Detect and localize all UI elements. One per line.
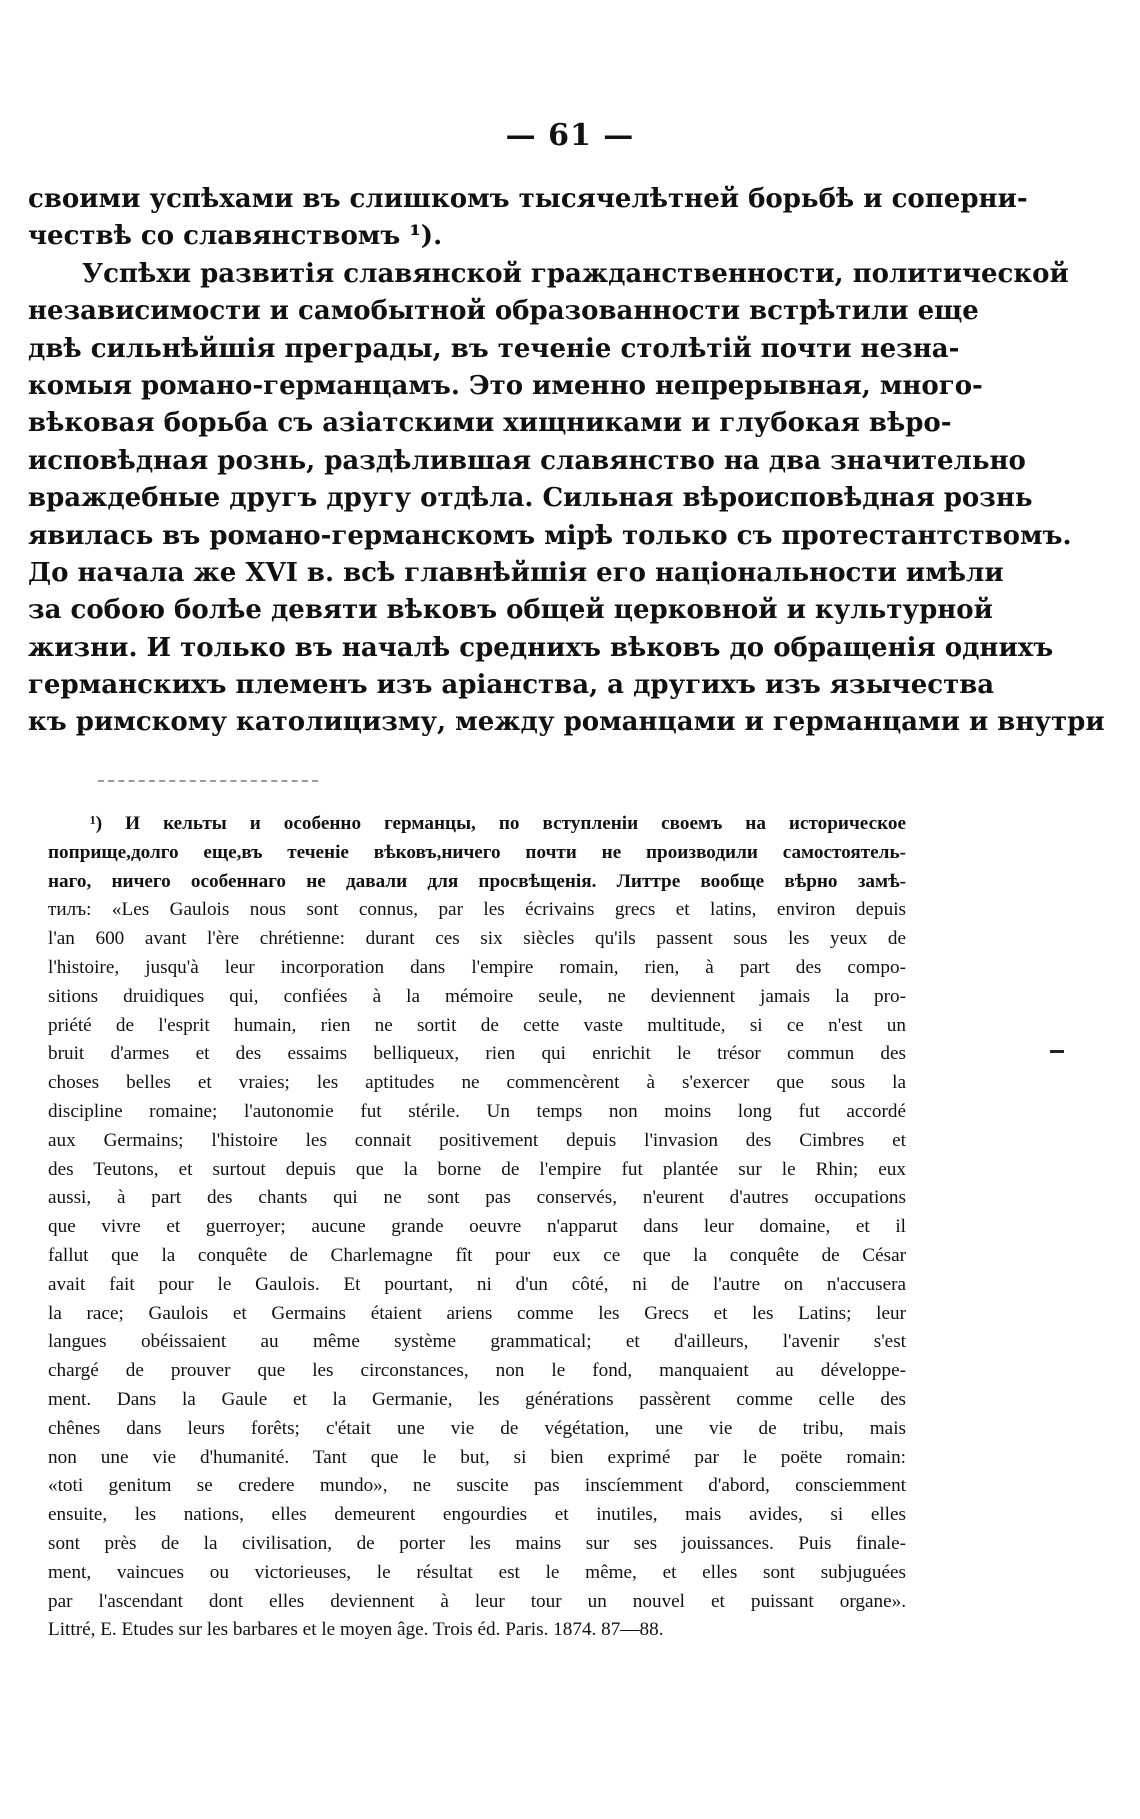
body-line: своими успѣхами въ слишкомъ тысячелѣтней борьбѣ и соперни-: [28, 184, 1028, 214]
body-line: Успѣхи развитія славянской гражданственности, политической: [82, 258, 1069, 289]
body-line: къ римскому католицизму, между романцами и германцами и внутри: [28, 707, 1105, 738]
body-line: двѣ сильнѣйшія преграды, въ теченіе столѣтій почти незна-: [28, 333, 960, 364]
footnote-line: par l'ascendant dont elles deviennent à leur tour un nouvel et puissant organe».: [48, 1590, 906, 1612]
footnote-line: non une vie d'humanité. Tant que le but, si bien exprimé par le poëte romain:: [48, 1446, 906, 1468]
body-line: До начала же XVI в. всѣ главнѣйшія его національности имѣли: [28, 557, 1004, 588]
body-line: враждебные другъ другу отдѣла. Сильная вѣроисповѣдная рознь: [28, 483, 1033, 514]
footnote: [48, 810, 906, 1645]
footnote-line: sont près de la civilisation, de porter les mains sur ses jouissances. Puis finale-: [48, 1532, 906, 1554]
footnote-line: Littré, E. Etudes sur les barbares et le moyen âge. Trois éd. Paris. 1874. 87—88.: [48, 1619, 664, 1641]
footnote-line: choses belles et vraies; les aptitudes ne commencèrent à s'exercer que sous la: [48, 1072, 906, 1094]
footnote-line: la race; Gaulois et Germains étaient ariens comme les Grecs et les Latins; leur: [48, 1302, 906, 1324]
body-line: исповѣдная рознь, раздѣлившая славянство на два значительно: [28, 445, 1026, 476]
body-line: жизни. И только въ началѣ среднихъ вѣковъ до обращенія однихъ: [28, 632, 1054, 663]
footnote-line: ment. Dans la Gaule et la Germanie, les générations passèrent comme celle des: [48, 1388, 906, 1410]
footnote-line: langues obéissaient au même système grammatical; et d'ailleurs, l'avenir s'est: [48, 1331, 906, 1353]
footnote-line: тилъ: «Les Gaulois nous sont connus, par les écrivains grecs et latins, environ depuis: [48, 899, 906, 921]
footnote-line: chênes dans leurs forêts; c'était une vie de végétation, une vie de tribu, mais: [48, 1417, 906, 1439]
footnote-line: que vivre et guerroyer; aucune grande oeuvre n'apparut dans leur domaine, et il: [48, 1216, 906, 1238]
footnote-line: des Teutons, et surtout depuis que la borne de l'empire fut plantée sur le Rhin; eux: [48, 1158, 906, 1180]
footnote-line: fallut que la conquête de Charlemagne fît pour eux ce que la conquête de César: [48, 1244, 906, 1266]
footnote-line: priété de l'esprit humain, rien ne sortit de cette vaste multitude, si ce n'est un: [48, 1014, 906, 1036]
footnote-line: поприще,долго еще,въ теченіе вѣковъ,ничего почти не производили самостоятель-: [48, 841, 906, 863]
footnote-line: aux Germains; l'histoire les connait positivement depuis l'invasion des Cimbres et: [48, 1129, 906, 1151]
body-line: независимости и самобытной образованности встрѣтили еще: [28, 296, 979, 327]
footnote-line: ¹) И кельты и особенно германцы, по вступленіи своемъ на историческое: [90, 813, 906, 834]
footnote-line: наго, ничего особеннаго не давали для просвѣщенія. Литтре вообще вѣрно замѣ-: [48, 870, 906, 892]
body-line: вѣковая борьба съ азіатскими хищниками и глубокая вѣро-: [28, 408, 952, 439]
footnote-line: discipline romaine; l'autonomie fut stérile. Un temps non moins long fut accordé: [48, 1100, 906, 1122]
footnote-line: aussi, à part des chants qui ne sont pas conservés, n'eurent d'autres occupations: [48, 1187, 906, 1209]
footnote-line: l'histoire, jusqu'à leur incorporation dans l'empire romain, rien, à part des compo-: [48, 956, 906, 978]
footnote-line: «toti genitum se credere mundo», ne suscite pas inscíemment d'abord, consciemment: [48, 1475, 906, 1497]
footnote-line: sitions druidiques qui, confiées à la mémoire seule, ne deviennent jamais la pro-: [48, 985, 906, 1007]
main-body-text: [28, 181, 1105, 742]
footnote-line: avait fait pour le Gaulois. Et pourtant, ni d'un côté, ni de l'autre on n'accusera: [48, 1273, 906, 1295]
page-number: — 61 —: [505, 118, 635, 153]
body-line: чествѣ со славянствомъ ¹).: [28, 221, 443, 252]
body-line: за собою болѣе девяти вѣковъ общей церковной и культурной: [28, 595, 993, 626]
body-line: комыя романо-германцамъ. Это именно непрерывная, много-: [28, 370, 983, 401]
body-line: явилась въ романо-германскомъ мірѣ только съ протестантствомъ.: [28, 520, 1072, 551]
margin-mark: [1050, 1050, 1064, 1053]
body-line: германскихъ племенъ изъ аріанства, а другихъ изъ язычества: [28, 670, 995, 701]
footnote-line: l'an 600 avant l'ère chrétienne: durant ces six siècles qu'ils passent sous les yeux de: [48, 928, 906, 950]
footnote-line: chargé de prouver que les circonstances, non le fond, manquaient au développe-: [48, 1360, 906, 1382]
footnote-separator: [98, 780, 318, 782]
footnote-line: ensuite, les nations, elles demeurent engourdies et inutiles, mais avides, si elles: [48, 1504, 906, 1526]
footnote-line: ment, vaincues ou victorieuses, le résultat est le même, et elles sont subjuguées: [48, 1561, 906, 1583]
footnote-line: bruit d'armes et des essaims belliqueux, rien qui enrichit le trésor commun des: [48, 1043, 906, 1065]
